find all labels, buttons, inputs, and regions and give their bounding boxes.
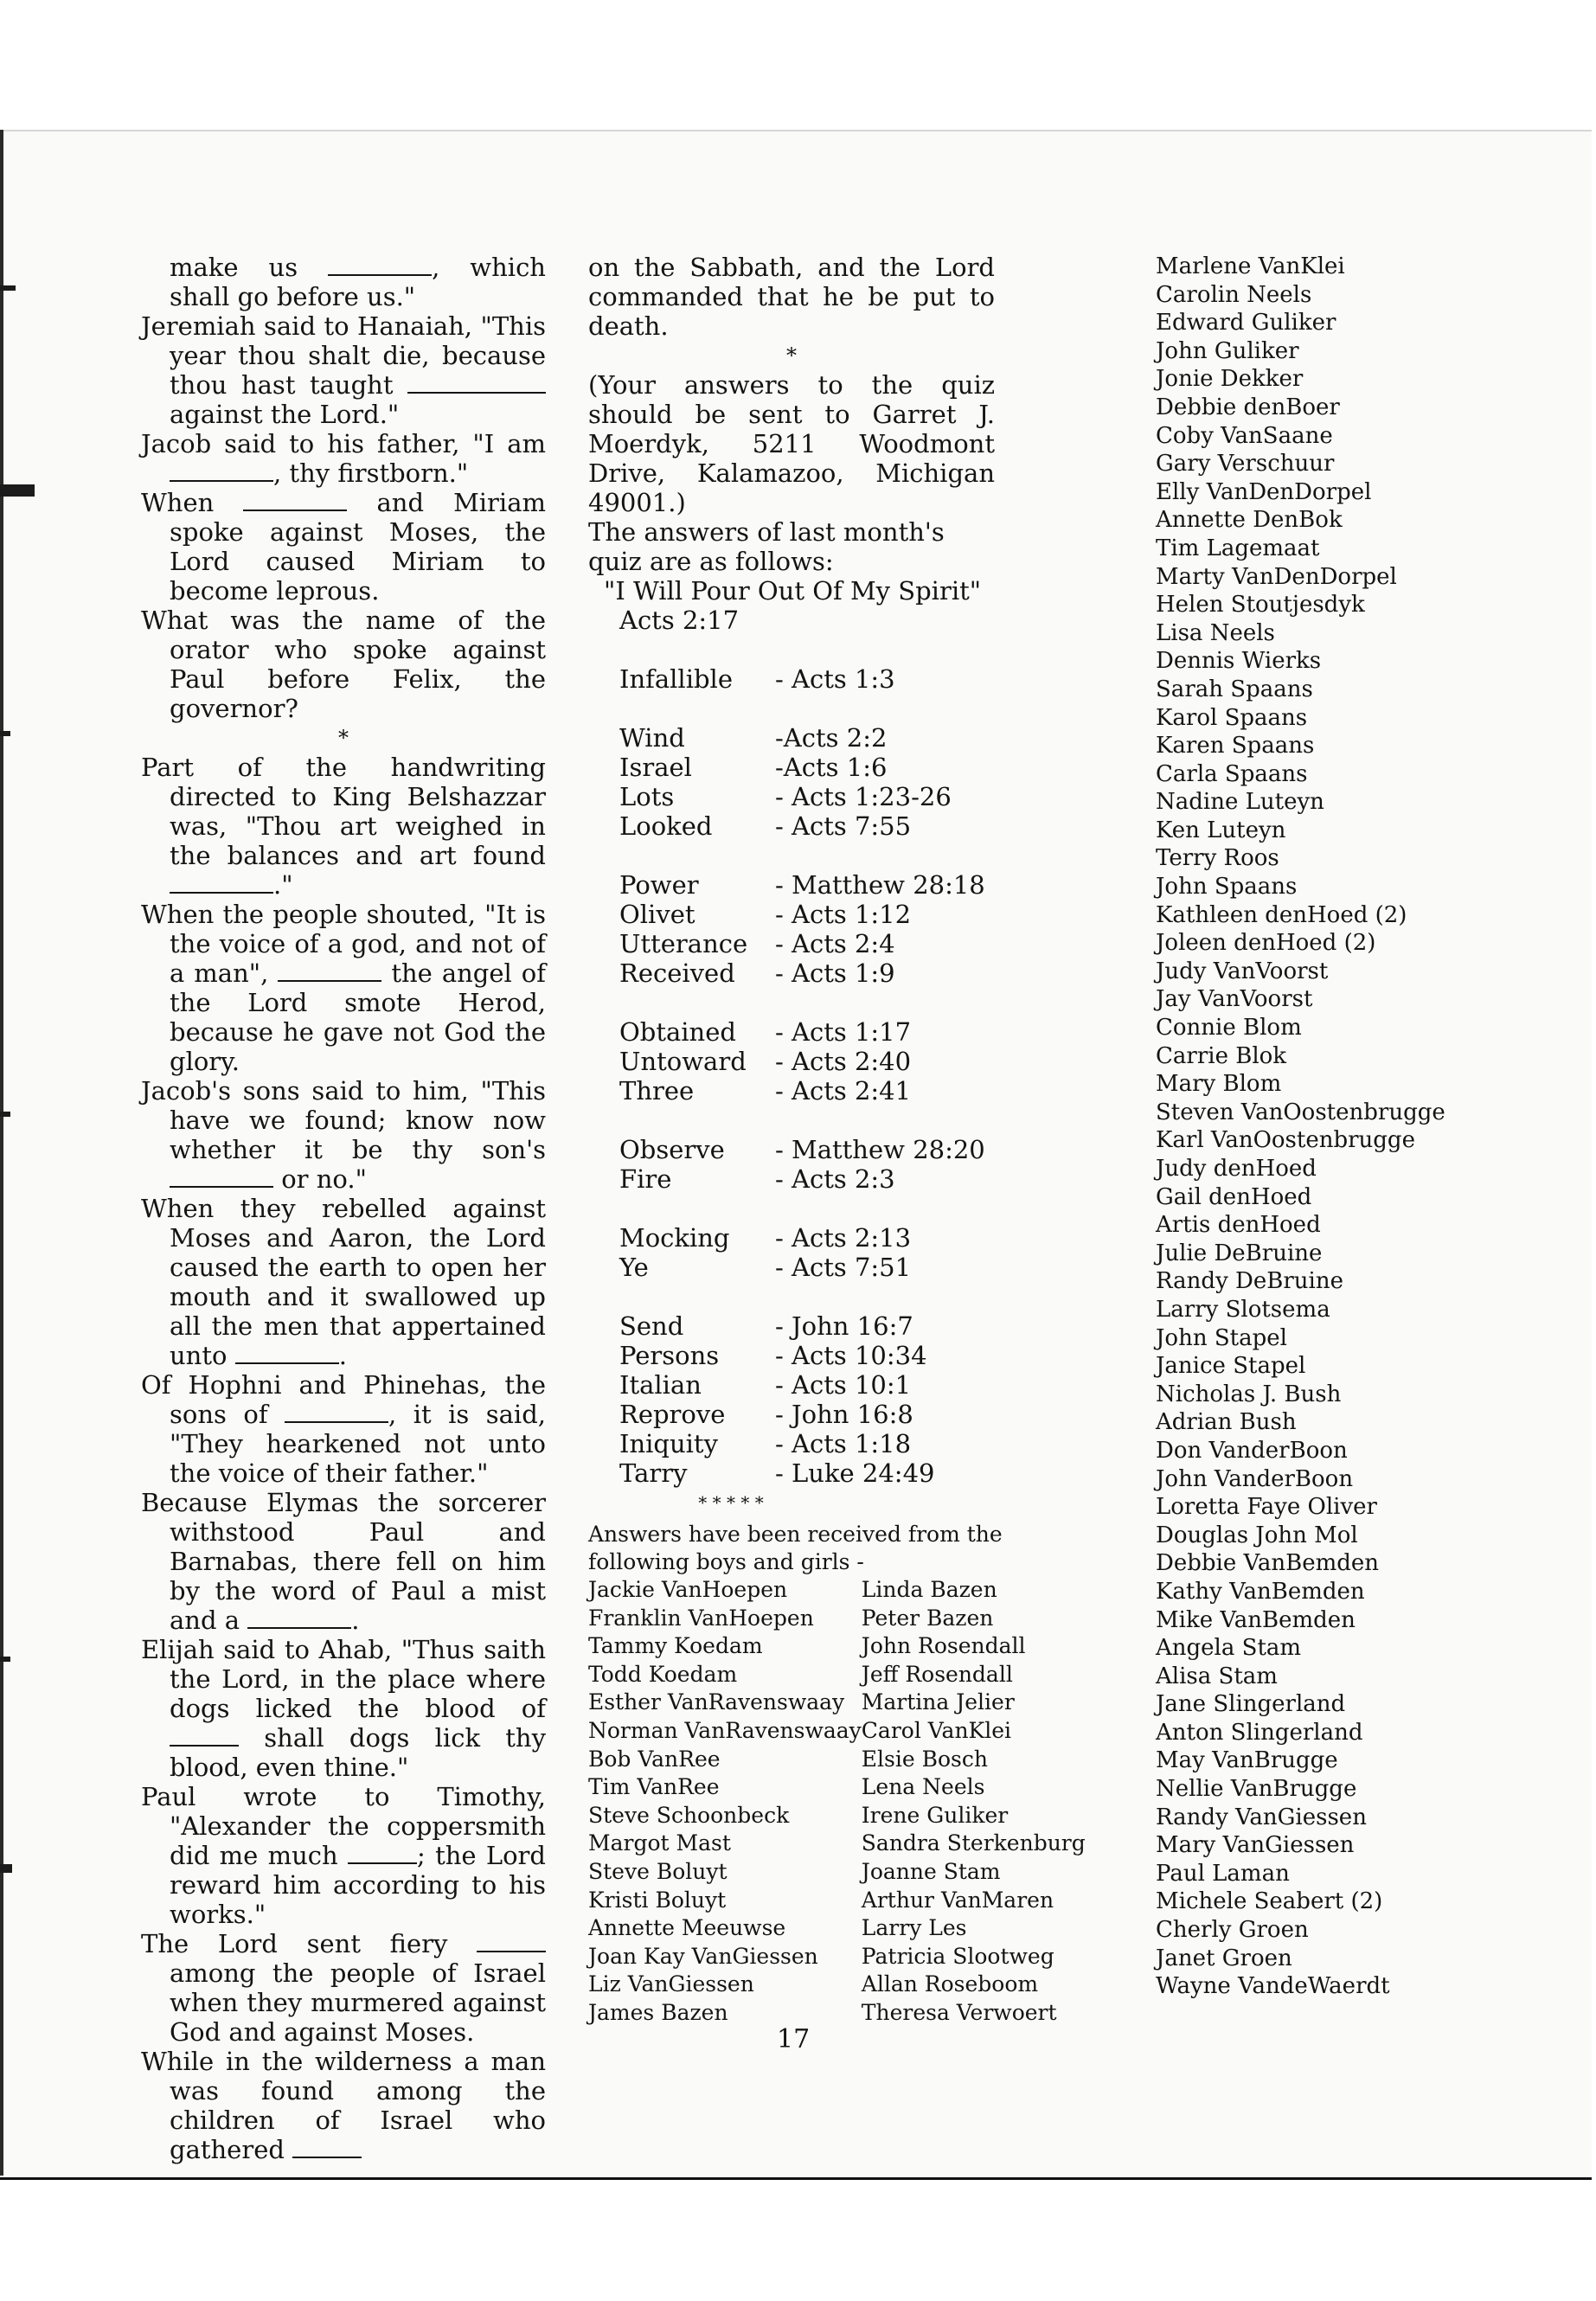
answer-row — [588, 1017, 1107, 1047]
respondent-name: Arthur VanMaren — [861, 1887, 1054, 1913]
respondent-name: Patricia Slootweg — [861, 1943, 1054, 1969]
answer-row — [588, 811, 1107, 841]
respondent-name: Connie Blom — [1156, 1015, 1302, 1042]
respondent-name: Terry Roos — [1156, 845, 1279, 872]
respondent-name: James Bazen — [588, 1999, 728, 2025]
respondent-names-left — [588, 1576, 862, 2028]
answer-word: Iniquity — [619, 1429, 718, 1458]
respondent-name: Carol VanKlei — [861, 1717, 1012, 1743]
answer-reference: - Acts 2:40 — [775, 1047, 912, 1076]
quiz-question: Jacob's sons said to him, "This have we found; know now whether it be thy son's or no." — [141, 1076, 546, 1194]
answer-word: Reprove — [619, 1400, 726, 1429]
question-fragment: make us , which shall go before us." — [170, 253, 546, 311]
respondent-name: Nicholas J. Bush — [1156, 1381, 1342, 1407]
quiz-questions-column — [141, 253, 546, 2164]
quiz-question: Elijah said to Ahab, "Thus saith the Lord, in the place where dogs licked the blood of shall dogs lick thy blood, even thine." — [141, 1635, 546, 1782]
quiz-question: When they rebelled against Moses and Aaron, the Lord caused the earth to open her mouth and it swallowed up all the men that appertained unto . — [141, 1194, 546, 1370]
theme-reference: Acts 2:17 — [619, 606, 740, 635]
respondent-name: John VanderBoon — [1156, 1465, 1354, 1492]
respondent-name: Janet Groen — [1156, 1945, 1292, 1971]
answer-reference: - Acts 1:12 — [775, 900, 912, 929]
respondent-name: Debbie denBoer — [1156, 394, 1340, 420]
answer-row — [588, 782, 1107, 811]
respondent-name: Adrian Bush — [1156, 1409, 1297, 1436]
respondent-name: Steve Schoonbeck — [588, 1802, 790, 1828]
respondent-name: Joan Kay VanGiessen — [588, 1943, 818, 1969]
section-star: * — [338, 726, 349, 750]
answer-row — [588, 1341, 1107, 1370]
answer-reference: - Acts 2:41 — [775, 1076, 912, 1106]
answer-row — [588, 958, 1107, 988]
answer-blank — [278, 963, 381, 982]
answer-row — [588, 1458, 1107, 1488]
quiz-question: Of Hophni and Phinehas, the sons of , it is said, "They hearkened not unto the voice of their father." — [141, 1370, 546, 1488]
received-intro: Answers have been received from the following boys and girls - — [588, 1522, 1003, 1574]
respondent-name: Janice Stapel — [1156, 1353, 1306, 1380]
respondent-name: Dennis Wierks — [1156, 648, 1322, 675]
answer-reference: - Matthew 28:20 — [775, 1135, 985, 1164]
answer-row — [588, 723, 1107, 753]
respondent-name: Mike VanBemden — [1156, 1606, 1356, 1633]
respondent-name: John Guliker — [1156, 337, 1299, 364]
respondent-name: Sandra Sterkenburg — [861, 1830, 1086, 1856]
respondent-name: Wayne VandeWaerdt — [1156, 1973, 1390, 2000]
answer-group-gap — [588, 1282, 1107, 1311]
respondent-name: Jeff Rosendall — [861, 1661, 1013, 1687]
respondent-name: Paul Laman — [1156, 1860, 1290, 1887]
respondent-name: Bob VanRee — [588, 1746, 721, 1772]
quiz-question: Because Elymas the sorcerer withstood Paul and Barnabas, there fell on him by the word of Paul a mist and a . — [141, 1488, 546, 1635]
respondent-name: Karol Spaans — [1156, 704, 1308, 731]
respondent-name: Tim Lagemaat — [1156, 535, 1320, 561]
edge-mark — [0, 1112, 10, 1117]
answer-word: Obtained — [619, 1017, 736, 1047]
respondent-name: Ken Luteyn — [1156, 817, 1286, 843]
answer-blank — [247, 1610, 351, 1629]
respondent-name: Sarah Spaans — [1156, 676, 1313, 702]
respondent-name: Kristi Boluyt — [588, 1887, 727, 1913]
respondent-name: Anton Slingerland — [1156, 1719, 1363, 1746]
respondent-name: Coby VanSaane — [1156, 422, 1333, 449]
answer-word: Tarry — [619, 1458, 688, 1488]
respondent-names-grid — [588, 1576, 1107, 2028]
respondent-name: Don VanderBoon — [1156, 1437, 1348, 1464]
edge-mark — [0, 1864, 12, 1873]
respondent-name: Jay VanVoorst — [1156, 986, 1313, 1013]
respondent-name: Debbie VanBemden — [1156, 1550, 1380, 1577]
respondent-name: Karen Spaans — [1156, 733, 1315, 760]
respondent-name: Tim VanRee — [588, 1774, 720, 1800]
respondent-name: Theresa Verwoert — [861, 1999, 1057, 2025]
respondent-name: Cherly Groen — [1156, 1917, 1309, 1944]
respondent-name: John Spaans — [1156, 874, 1298, 901]
quiz-question: The Lord sent fiery among the people of Israel when they murmered against God and against Moses. — [141, 1929, 546, 2047]
respondent-name: Martina Jelier — [861, 1689, 1015, 1715]
answer-blank — [235, 1345, 339, 1364]
respondent-name: Mary Blom — [1156, 1071, 1282, 1098]
quiz-question: Jeremiah said to Hanaiah, "This year thou shalt die, because thou hast taught against the Lord." — [141, 311, 546, 429]
respondent-name: John Rosendall — [861, 1633, 1026, 1659]
answer-blank — [243, 492, 347, 511]
respondent-name: Loretta Faye Oliver — [1156, 1494, 1377, 1521]
answer-word: Israel — [619, 753, 692, 782]
respondent-name: Joleen denHoed (2) — [1156, 930, 1376, 957]
answer-word: Power — [619, 870, 699, 900]
answer-row — [588, 1311, 1107, 1341]
respondent-name: Allan Roseboom — [861, 1971, 1039, 1997]
answer-blank — [170, 875, 273, 894]
answer-reference: - John 16:8 — [775, 1400, 913, 1429]
respondent-name: Liz VanGiessen — [588, 1971, 754, 1997]
respondent-name: Lisa Neels — [1156, 619, 1275, 646]
respondent-name: Tammy Koedam — [588, 1633, 763, 1659]
respondent-name: Marty VanDenDorpel — [1156, 563, 1397, 590]
respondent-name: Joanne Stam — [861, 1858, 1001, 1884]
respondent-name: Gary Verschuur — [1156, 451, 1335, 478]
respondent-name: Randy DeBruine — [1156, 1268, 1343, 1295]
answer-row — [588, 1135, 1107, 1164]
page-number: 17 — [777, 2024, 811, 2054]
respondent-name: Karl VanOostenbrugge — [1156, 1127, 1415, 1154]
answer-blank — [170, 1169, 273, 1188]
answer-group-gap — [588, 1194, 1107, 1223]
respondent-name: Carrie Blok — [1156, 1042, 1287, 1069]
answer-row — [588, 870, 1107, 900]
respondent-name: Randy VanGiessen — [1156, 1804, 1367, 1830]
answer-reference: - Acts 10:34 — [775, 1341, 927, 1370]
answer-row — [588, 1429, 1107, 1458]
answer-word: Lots — [619, 782, 675, 811]
respondent-name: John Stapel — [1156, 1324, 1287, 1351]
answer-group-gap — [588, 635, 1107, 664]
quiz-question: While in the wilderness a man was found among the children of Israel who gathered — [141, 2047, 546, 2164]
respondent-name: Artis denHoed — [1156, 1212, 1321, 1239]
quiz-question: When the people shouted, "It is the voice of a god, and not of a man", the angel of the Lord smote Herod, because he gave not God the glory. — [141, 900, 546, 1076]
answer-row — [588, 1164, 1107, 1194]
respondent-name: Annette Meeuwse — [588, 1915, 786, 1941]
answer-word: Infallible — [619, 664, 733, 694]
send-answers-note: (Your answers to the quiz should be sent to Garret J. Moerdyk, 5211 Woodmont Drive, Kalamazoo, Michigan 49001.) — [588, 370, 995, 517]
respondent-name: Gail denHoed — [1156, 1183, 1312, 1210]
respondent-name: Angela Stam — [1156, 1635, 1302, 1662]
answer-reference: - Acts 2:13 — [775, 1223, 912, 1253]
answer-reference: - Acts 2:3 — [775, 1164, 895, 1194]
respondent-name: Mary VanGiessen — [1156, 1832, 1355, 1859]
respondent-name: Jane Slingerland — [1156, 1691, 1346, 1718]
respondent-name: Douglas John Mol — [1156, 1522, 1358, 1548]
answer-word: Three — [619, 1076, 695, 1106]
answer-blank — [285, 1404, 388, 1423]
respondent-name: Todd Koedam — [588, 1661, 738, 1687]
answer-reference: - Acts 2:4 — [775, 929, 895, 958]
answer-row — [588, 664, 1107, 694]
answer-word: Fire — [619, 1164, 672, 1194]
answer-word: Untoward — [619, 1047, 747, 1076]
edge-mark — [0, 285, 16, 291]
answer-word: Italian — [619, 1370, 702, 1400]
answer-row — [588, 1370, 1107, 1400]
respondent-name: Steve Boluyt — [588, 1858, 727, 1884]
answer-reference: - Luke 24:49 — [775, 1458, 935, 1488]
respondent-name: Kathleen denHoed (2) — [1156, 901, 1407, 928]
respondent-name: Edward Guliker — [1156, 310, 1336, 336]
respondent-name: May VanBrugge — [1156, 1747, 1338, 1774]
answer-row — [588, 900, 1107, 929]
answer-row — [588, 1223, 1107, 1253]
answer-group-gap — [588, 988, 1107, 1017]
respondent-name: Esther VanRavenswaay — [588, 1689, 845, 1715]
respondent-name: Steven VanOostenbrugge — [1156, 1099, 1445, 1125]
answers-intro: The answers of last month's quiz are as follows: — [588, 517, 945, 576]
respondent-name: Carla Spaans — [1156, 760, 1308, 787]
answer-word: Looked — [619, 811, 713, 841]
answer-blank — [328, 257, 432, 276]
theme-title: "I Will Pour Out Of My Spirit" — [604, 576, 982, 606]
answer-word: Mocking — [619, 1223, 730, 1253]
respondent-name: Lena Neels — [861, 1774, 985, 1800]
respondent-name: Elly VanDenDorpel — [1156, 478, 1372, 505]
answer-blank — [348, 1845, 417, 1864]
answer-row — [588, 753, 1107, 782]
respondent-name: Judy VanVoorst — [1156, 958, 1329, 984]
answer-blank — [292, 2139, 362, 2158]
respondent-name: Larry Slotsema — [1156, 1296, 1330, 1323]
answer-word: Ye — [619, 1253, 649, 1282]
quiz-question: When and Miriam spoke against Moses, the Lord caused Miriam to become leprous. — [141, 488, 546, 606]
section-star: * — [786, 343, 797, 368]
answer-row — [588, 1076, 1107, 1106]
respondent-name: Jonie Dekker — [1156, 366, 1304, 393]
answers-column — [588, 253, 1107, 2028]
respondent-names-far-right — [1156, 253, 1571, 2001]
respondent-name: Carolin Neels — [1156, 281, 1312, 308]
answer-reference: - Acts 1:9 — [775, 958, 895, 988]
respondent-name: Helen Stoutjesdyk — [1156, 592, 1365, 619]
quiz-question: What was the name of the orator who spoke against Paul before Felix, the governor? — [141, 606, 546, 723]
respondent-name: Alisa Stam — [1156, 1663, 1278, 1689]
respondent-name: Nadine Luteyn — [1156, 789, 1324, 816]
answer-word: Utterance — [619, 929, 748, 958]
answer-row — [588, 1047, 1107, 1076]
quiz-question: Part of the handwriting directed to King Belshazzar was, "Thou art weighed in the balances and art found ." — [141, 753, 546, 900]
answer-word: Send — [619, 1311, 684, 1341]
respondent-name: Peter Bazen — [861, 1605, 994, 1631]
respondent-name: Nellie VanBrugge — [1156, 1776, 1357, 1803]
respondent-name: Kathy VanBemden — [1156, 1578, 1365, 1605]
respondent-name: Elsie Bosch — [861, 1746, 988, 1772]
respondent-name: Marlene VanKlei — [1156, 253, 1345, 279]
stars-divider: * * * * * — [698, 1492, 764, 1513]
answer-reference: - Acts 1:23-26 — [775, 782, 952, 811]
answer-row — [588, 1253, 1107, 1282]
answer-reference: - Matthew 28:18 — [775, 870, 985, 900]
respondent-name: Margot Mast — [588, 1830, 731, 1856]
answer-blank — [170, 1727, 239, 1747]
quiz-question: Jacob said to his father, "I am , thy firstborn." — [141, 429, 546, 488]
answer-reference: - Acts 1:18 — [775, 1429, 912, 1458]
answer-word: Olivet — [619, 900, 695, 929]
answer-blank — [170, 463, 273, 482]
answer-reference: - Acts 10:1 — [775, 1370, 912, 1400]
respondent-name: Franklin VanHoepen — [588, 1605, 814, 1631]
answer-group-gap — [588, 694, 1107, 723]
answer-word: Wind — [619, 723, 685, 753]
answer-reference: -Acts 2:2 — [775, 723, 888, 753]
respondent-name: Larry Les — [861, 1915, 967, 1941]
answer-group-gap — [588, 1106, 1107, 1135]
edge-mark — [0, 484, 35, 497]
answer-word: Received — [619, 958, 735, 988]
answer-reference: - Acts 1:3 — [775, 664, 895, 694]
respondent-name: Jackie VanHoepen — [588, 1577, 788, 1602]
respondent-name: Julie DeBruine — [1156, 1240, 1323, 1266]
answer-blank — [407, 375, 546, 394]
respondent-name: Annette DenBok — [1156, 507, 1343, 534]
respondent-name: Judy denHoed — [1156, 1156, 1317, 1182]
answer-reference: - Acts 7:55 — [775, 811, 912, 841]
answer-row — [588, 1400, 1107, 1429]
answer-reference: -Acts 1:6 — [775, 753, 888, 782]
answer-reference: - Acts 1:17 — [775, 1017, 912, 1047]
answer-word: Observe — [619, 1135, 725, 1164]
question-continuation: on the Sabbath, and the Lord commanded that he be put to death. — [588, 253, 995, 341]
respondent-name: Norman VanRavenswaay — [588, 1717, 862, 1743]
respondent-name: Michele Seabert (2) — [1156, 1888, 1383, 1915]
respondent-name: Irene Guliker — [861, 1802, 1009, 1828]
edge-mark — [0, 731, 10, 736]
answer-reference: - Acts 7:51 — [775, 1253, 912, 1282]
answer-blank — [477, 1933, 546, 1952]
answer-group-gap — [588, 841, 1107, 870]
answer-row — [588, 929, 1107, 958]
respondent-names-right — [862, 1576, 1107, 2028]
answer-reference: - John 16:7 — [775, 1311, 913, 1341]
answer-list — [588, 635, 1107, 1488]
respondent-name: Linda Bazen — [861, 1577, 997, 1602]
edge-mark — [0, 1657, 10, 1662]
answer-word: Persons — [619, 1341, 720, 1370]
quiz-question: Paul wrote to Timothy, "Alexander the coppersmith did me much ; the Lord reward him according to his works." — [141, 1782, 546, 1929]
